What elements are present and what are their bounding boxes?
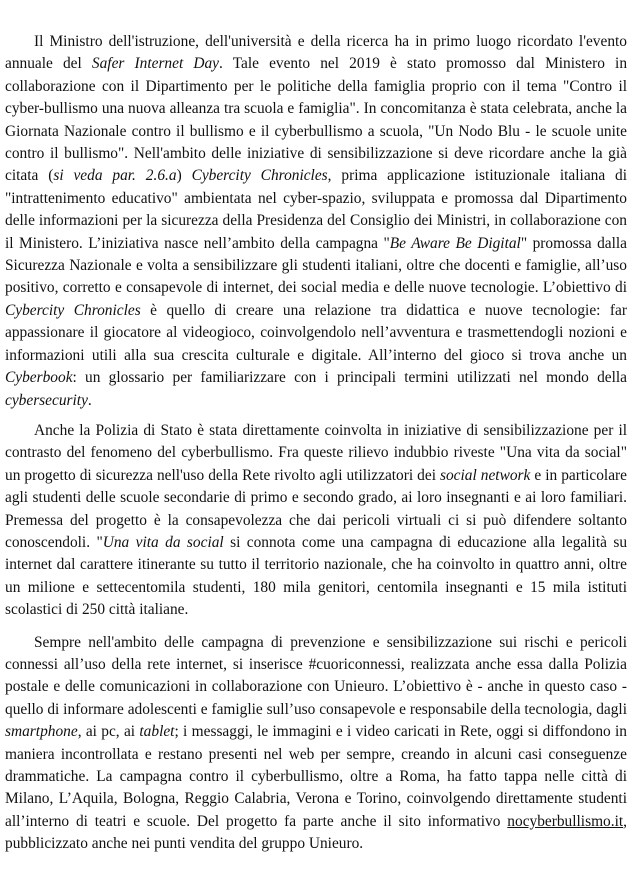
- body-text: Anche la Polizia di Stato è stata direttamente coinvolta in iniziative di sensibilizzazione per il contrasto del fenomeno del cyberbullismo. Fra queste rilievo indubbio riveste "Una vita da social" un progetto di sicurezza nell'uso della Rete rivolto agli utilizzatori dei: [5, 421, 627, 484]
- italic-text: smartphone: [5, 723, 78, 741]
- body-text: , prima applicazione istituzionale italiana di "intrattenimento educativo" ambientata nel cyber-spazio, sviluppata e promossa dal Dipartimento delle informazioni per la sicurezza della Presidenza del Consiglio dei Ministri, in collaborazione con il Ministero. L’iniziativa nasce nell’ambito della campagna ": [5, 167, 628, 252]
- paragraph-polizia-di-stato: [5, 420, 627, 622]
- italic-text: cybersecurity: [5, 391, 88, 409]
- website-link[interactable]: nocyberbullismo.it: [507, 812, 624, 830]
- body-text: e in particolare agli studenti delle scuole secondarie di primo e secondo grado, ai loro insegnanti e ai loro familiari. Premessa del progetto è la consapevolezza che dai pericoli virtuali ci si può difendere soltanto conoscendoli. ": [5, 466, 627, 551]
- italic-text: Be Aware Be Digital: [389, 234, 521, 252]
- body-text: è quello di creare una relazione tra didattica e nuove tecnologie: far appassionare il giocatore al videogioco, coinvolgendolo nell’avventura e trasmettendogli nozioni e informazioni utili alla sua crescita culturale e digitale. All’interno del gioco si trova anche un: [5, 301, 627, 364]
- body-text: , ai pc, ai: [77, 723, 140, 741]
- body-text: ): [176, 167, 192, 185]
- body-text: Il Ministro dell'istruzione, dell'università e della ricerca ha in primo luogo ricordato l'evento annuale del: [5, 33, 627, 73]
- body-text: Sempre nell'ambito delle campagna di prevenzione e sensibilizzazione sui rischi e pericoli connessi all’uso della rete internet, si inserisce #cuoriconnessi, realizzata anche essa dalla Polizia postale e delle comunicazioni in collaborazione con Unieuro. L’obiettivo è - anche in questo caso - quello di informare adolescenti e famiglie sull’uso consapevole e responsabile della tecnologia, dagli: [5, 633, 627, 718]
- body-text: " promossa dalla Sicurezza Nazionale e volta a sensibilizzare gli studenti italiani, oltre che docenti e famiglie, all’uso positivo, corretto e consapevole di internet, dei social media e delle nuove tecnologie. L’obiettivo di: [5, 234, 627, 297]
- paragraph-safer-internet-day: [5, 31, 627, 412]
- italic-text: Una vita da social: [102, 533, 224, 551]
- body-text: si connota come una campagna di educazione alla legalità su internet dal carattere itinerante su tutto il territorio nazionale, che ha coinvolto in quattro anni, oltre un milione e settecentomila studenti, 180 mila genitori, centomila insegnanti e 15 mila istituti scolastici di 250 città italiane.: [5, 533, 628, 619]
- body-text: , pubblicizzato anche nei punti vendita del gruppo Unieuro.: [5, 812, 627, 853]
- italic-text: social network: [439, 466, 531, 484]
- italic-text: Cybercity Chronicles: [191, 167, 328, 185]
- italic-text: Cyberbook: [5, 369, 73, 387]
- paragraph-cuoriconnessi: [5, 632, 627, 856]
- body-text: ; i messaggi, le immagini e i video caricati in Rete, oggi si diffondono in maniera incontrollata e restano presenti nel web per sempre, creando in alcuni casi conseguenze drammatiche. La campagna contro il cyberbullismo, oltre a Roma, ha fatto tappa nelle città di Milano, L’Aquila, Bologna, Reggio Calabria, Verona e Torino, coinvolgendo direttamente studenti all’interno di teatri e scuole. Del progetto fa parte anche il sito informativo: [5, 723, 628, 830]
- italic-text: Safer Internet Day: [91, 55, 219, 73]
- italic-text: si veda par. 2.6.a: [53, 167, 177, 185]
- body-text: .: [87, 391, 92, 409]
- italic-text: tablet: [139, 723, 175, 741]
- body-text: : un glossario per familiarizzare con i principali termini utilizzati nel mondo della: [72, 369, 627, 387]
- body-text: . Tale evento nel 2019 è stato promosso dal Ministero in collaborazione con il Dipartimento per le politiche della famiglia proprio con il tema "Contro il cyber-bullismo una nuova alleanza tra scuola e famiglia". In concomitanza è stata celebrata, anche la Giornata Nazionale contro il bullismo e il cyberbullismo a scuola, "Un Nodo Blu - le scuole unite contro il bullismo". Nell'ambito delle iniziative di sensibilizzazione si deve ricordare anche la già citata (: [5, 55, 628, 185]
- italic-text: Cybercity Chronicles: [5, 301, 141, 319]
